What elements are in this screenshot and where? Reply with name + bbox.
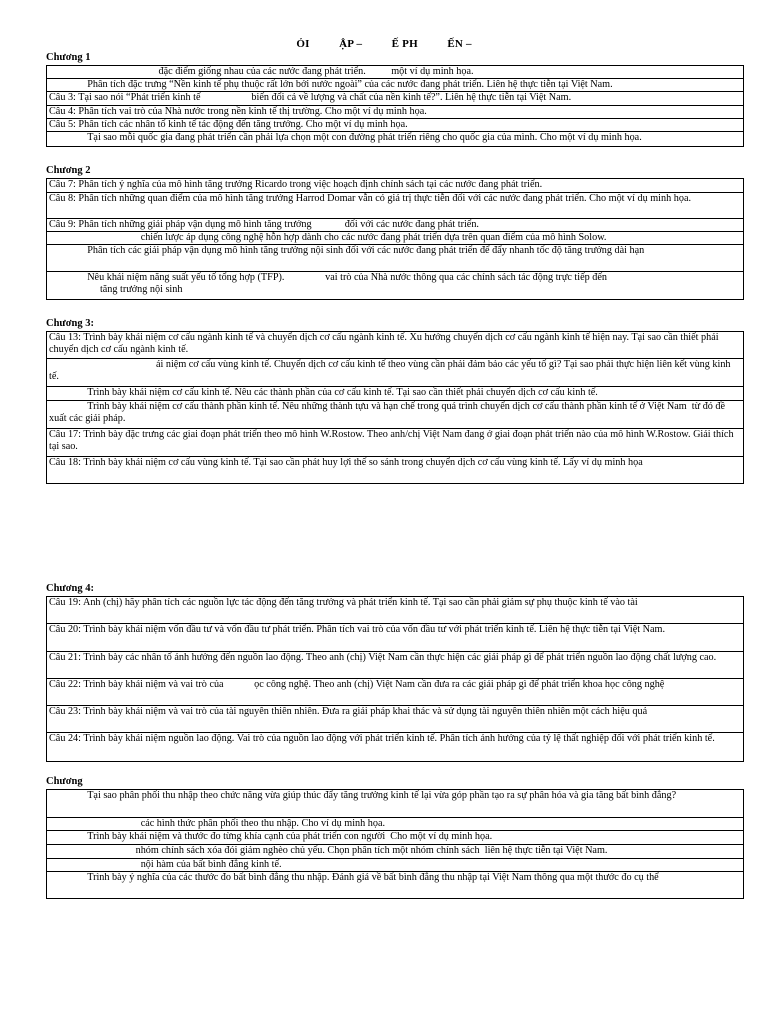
question-28: nhóm chính sách xóa đói giảm nghèo chủ yếu. Chọn phân tích một nhóm chính sách liên hệ thực tiễn tại Việt Nam. bbox=[47, 845, 744, 859]
question-16: Trình bày khái niệm cơ cấu thành phần kinh tế. Nêu những thành tựu và hạn chế trong quá trình chuyển dịch cơ cấu thành phần kinh tế ở Việt Nam từ đó đề xuất các giải pháp. bbox=[47, 401, 744, 429]
question-25: Tại sao phân phối thu nhập theo chức năng vừa giúp thúc đẩy tăng trưởng kinh tế lại vừa góp phần tạo ra sự phân hóa và gia tăng bất bình đẳng? bbox=[47, 790, 744, 818]
chapter-2-question-table bbox=[46, 178, 744, 300]
question-29: nội hàm của bất bình đẳng kinh tế. bbox=[47, 859, 744, 872]
question-1: đặc điểm giống nhau của các nước đang phát triển. một ví dụ minh họa. bbox=[47, 66, 744, 79]
chapter-2-heading: Chương 2 bbox=[46, 165, 91, 176]
page-title: ỎI ẬP – Ế PH ẾN – bbox=[296, 38, 472, 50]
question-20: Câu 20: Trình bày khái niệm vốn đầu tư và vốn đầu tư phát triển. Phân tích vai trò của vốn đầu tư với phát triển kinh tế. Liên hệ thực tiễn tại Việt Nam. bbox=[47, 624, 744, 652]
chapter-5-heading: Chương bbox=[46, 776, 83, 787]
question-27: Trình bày khái niệm và thước đo từng khía cạnh của phát triển con người Cho một ví dụ minh họa. bbox=[47, 831, 744, 845]
question-7: Câu 7: Phân tích ý nghĩa của mô hình tăng trưởng Ricardo trong việc hoạch định chính sách tại các nước đang phát triển. bbox=[47, 179, 744, 193]
question-21: Câu 21: Trình bày các nhân tố ảnh hưởng đến nguồn lao động. Theo anh (chị) Việt Nam cần thực hiện các giải pháp gì để phát triển nguồn lao động chất lượng cao. bbox=[47, 652, 744, 679]
question-22: Câu 22: Trình bày khái niệm và vai trò của ọc công nghệ. Theo anh (chị) Việt Nam cần đưa ra các giải pháp gì để phát triển khoa học công nghệ bbox=[47, 679, 744, 706]
question-30: Trình bày ý nghĩa của các thước đo bất bình đẳng thu nhập. Đánh giá về bất bình đẳng thu nhập tại Việt Nam thông qua một thước đo cụ thể bbox=[47, 872, 744, 899]
chapter-1-question-table bbox=[46, 65, 744, 147]
question-23: Câu 23: Trình bày khái niệm và vai trò của tài nguyên thiên nhiên. Đưa ra giải pháp khai thác và sử dụng tài nguyên thiên nhiên một cách hiệu quả bbox=[47, 706, 744, 733]
question-3: Câu 3: Tại sao nói “Phát triển kinh tế biến đổi cả về lượng và chất của nền kinh tế?”. Liên hệ thực tiễn tại Việt Nam. bbox=[47, 92, 744, 106]
question-26: các hình thức phân phối theo thu nhập. Cho ví dụ minh họa. bbox=[47, 818, 744, 831]
chapter-3-heading: Chương 3: bbox=[46, 318, 94, 329]
question-13: Câu 13: Trình bày khái niệm cơ cấu ngành kinh tế và chuyển dịch cơ cấu ngành kinh tế. Xu hướng chuyển dịch cơ cấu ngành kinh tế hiện nay. Tại sao cần thiết phải chuyển dịch cơ cấu ngành kinh tế. bbox=[47, 332, 744, 359]
question-8: Câu 8: Phân tích những quan điểm của mô hình tăng trưởng Harrod Domar vẫn có giá trị thực tiễn đối với các nước đang phát triển. Cho một ví dụ minh họa. bbox=[47, 193, 744, 219]
question-12: Nêu khái niệm năng suất yếu tố tổng hợp (TFP). vai trò của Nhà nước thông qua các chính sách tác động trực tiếp đến tăng trưởng nội sinh bbox=[47, 272, 744, 300]
question-9: Câu 9: Phân tích những giải pháp vận dụng mô hình tăng trưởng đối với các nước đang phát triển. bbox=[47, 219, 744, 232]
question-17: Câu 17: Trình bày đặc trưng các giai đoạn phát triển theo mô hình W.Rostow. Theo anh/chị Việt Nam đang ở giai đoạn phát triển nào của mô hình W.Rostow. Giải thích tại sao. bbox=[47, 429, 744, 457]
chapter-4-heading: Chương 4: bbox=[46, 583, 94, 594]
question-10: chiến lược áp dụng công nghệ hỗn hợp dành cho các nước đang phát triển dựa trên quan điểm của mô hình Solow. bbox=[47, 232, 744, 245]
question-19: Câu 19: Anh (chị) hãy phân tích các nguồn lực tác động đến tăng trưởng và phát triển kinh tế. Tại sao cần phải giảm sự phụ thuộc kinh tế vào tài bbox=[47, 597, 744, 624]
chapter-5-question-table bbox=[46, 789, 744, 899]
question-18: Câu 18: Trình bày khái niệm cơ cấu vùng kinh tế. Tại sao cần phát huy lợi thế so sánh trong chuyển dịch cơ cấu vùng kinh tế. Lấy ví dụ minh họa bbox=[47, 457, 744, 484]
chapter-3-question-table bbox=[46, 331, 744, 484]
question-24: Câu 24: Trình bày khái niệm nguồn lao động. Vai trò của nguồn lao động với phát triển kinh tế. Phân tích ảnh hưởng của tỷ lệ thất nghiệp đối với phát triển kinh tế. bbox=[47, 733, 744, 762]
chapter-4-question-table bbox=[46, 596, 744, 762]
question-11: Phân tích các giải pháp vận dụng mô hình tăng trưởng nội sinh đối với các nước đang phát triển để đẩy nhanh tốc độ tăng trưởng dài hạn bbox=[47, 245, 744, 272]
chapter-1-heading: Chương 1 bbox=[46, 52, 91, 63]
question-4: Câu 4: Phân tích vai trò của Nhà nước trong nền kinh tế thị trường. Cho một ví dụ minh họa. bbox=[47, 106, 744, 119]
question-14: ái niệm cơ cấu vùng kinh tế. Chuyển dịch cơ cấu kinh tế theo vùng cần phải đảm bảo các yếu tố gì? Tại sao phải thực hiện liên kết vùng kinh tế. bbox=[47, 359, 744, 387]
question-2: Phân tích đặc trưng “Nền kinh tế phụ thuộc rất lớn bởi nước ngoài” của các nước đang phát triển. Liên hệ thực tiễn tại Việt Nam. bbox=[47, 79, 744, 92]
question-5: Câu 5: Phân tích các nhân tố kinh tế tác động đến tăng trưởng. Cho một ví dụ minh họa. bbox=[47, 119, 744, 132]
question-6: Tại sao mỗi quốc gia đang phát triển cần phải lựa chọn một con đường phát triển riêng cho quốc gia của mình. Cho một ví dụ minh họa. bbox=[47, 132, 744, 147]
question-15: Trình bày khái niệm cơ cấu kinh tế. Nêu các thành phần của cơ cấu kinh tế. Tại sao cần thiết phải chuyển dịch cơ cấu kinh tế. bbox=[47, 387, 744, 401]
